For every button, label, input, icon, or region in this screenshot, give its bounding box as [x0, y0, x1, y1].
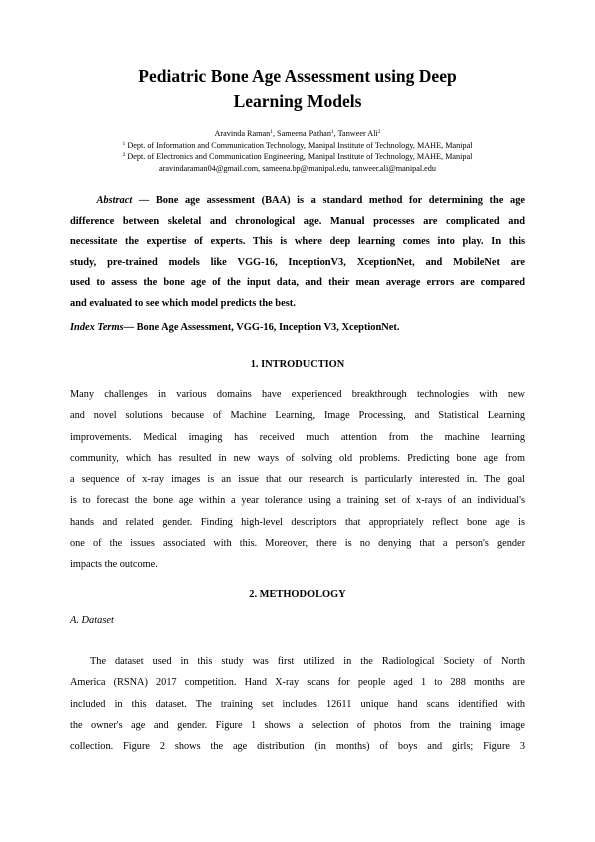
- paragraph-line: Many challenges in various domains have experienced breakthrough technologies with new: [70, 389, 525, 400]
- author-affiliation-mark: 1: [270, 129, 273, 135]
- affiliation-mark: 2: [122, 152, 126, 159]
- section-heading-introduction: 1. INTRODUCTION: [250, 359, 345, 370]
- affiliation-2: [40, 151, 555, 163]
- affiliation-1: [40, 140, 555, 152]
- abstract: [70, 191, 525, 314]
- paragraph-line: hands and related gender. Finding high-level descriptors that appropriately reflect bone age is: [70, 516, 525, 528]
- author-emails: aravindaraman04@gmail.com, sameena.bp@manipal.edu, tanweer.ali@manipal.edu: [158, 163, 436, 173]
- paragraph-line: collection. Figure 2 shows the age distribution (in months) of boys and girls; Figure 3: [70, 741, 525, 753]
- index-terms-dash: —: [123, 322, 137, 333]
- author-name: Aravinda Raman: [214, 129, 271, 138]
- dataset-paragraph: [70, 651, 525, 757]
- introduction-paragraph: [70, 384, 525, 576]
- paragraph-line: improvements. Medical imaging has received much attention from the machine learning: [70, 431, 525, 443]
- author-block: [40, 128, 555, 174]
- author-names: Aravinda Raman$^1$, Sameena Pathan$^1$, Tanweer Ali$^2$: [214, 129, 381, 138]
- affiliation-mark: 1: [122, 140, 126, 147]
- index-terms: [70, 321, 525, 335]
- paragraph-line: impacts the outcome.: [70, 559, 158, 571]
- abstract-line: study, pre-trained models like VGG-16, InceptionV3, XceptionNet, and MobileNet are: [70, 256, 525, 268]
- index-terms-label: Index Terms: [70, 322, 124, 333]
- abstract-text: Bone age assessment (BAA) is a standard method for determining the age: [155, 195, 526, 206]
- paragraph-line: The dataset used in this study was first utilized in the Radiological Society of North: [90, 656, 525, 667]
- section-heading-methodology: 2. METHODOLOGY: [249, 589, 346, 600]
- index-terms-text: Bone Age Assessment, VGG-16, Inception V3, XceptionNet.: [136, 322, 400, 333]
- abstract-dash: —: [132, 195, 156, 206]
- paragraph-line: the owner's age and gender. Figure 1 shows a selection of photos from the training image: [70, 719, 525, 731]
- title-line-1: Pediatric Bone Age Assessment using Deep: [138, 66, 457, 86]
- paragraph-line: included in this dataset. The training set includes 12611 unique hand scans identified with: [70, 698, 525, 710]
- abstract-line: and evaluated to see which model predicts the best.: [70, 297, 296, 309]
- paragraph-line: and novel solutions because of Machine Learning, Image Processing, and Statistical Learning: [70, 410, 525, 422]
- abstract-line: [70, 191, 525, 212]
- abstract-line: difference between skeletal and chronological age. Manual processes are complicated and: [70, 215, 525, 227]
- abstract-line: used to assess the bone age of the input data, and their mean average errors are compared: [70, 277, 525, 288]
- abstract-label: Abstract: [96, 195, 133, 206]
- paragraph-line: one of the issues associated with this. Moreover, there is no denying that a person's gender: [70, 538, 525, 550]
- paragraph-line: is to forecast the bone age within a year tolerance using a training set of x-rays of an individual's: [70, 495, 525, 507]
- paper-title: [60, 64, 535, 114]
- title-line-2: Learning Models: [233, 91, 362, 111]
- author-name: Tanweer Ali: [337, 129, 378, 138]
- affiliation-text: Dept. of Electronics and Communication Engineering, Manipal Institute of Technology, MAHE, Manipal: [127, 152, 473, 162]
- author-name: Sameena Pathan: [277, 129, 331, 138]
- author-affiliation-mark: 1: [330, 129, 334, 135]
- paragraph-line: community, which has resulted in new ways of solving old problems. Predicting bone age from: [70, 452, 525, 464]
- affiliation-text: Dept. of Information and Communication Technology, Manipal Institute of Technology, MAHE, Manipal: [127, 140, 473, 150]
- subsection-heading-dataset: A. Dataset: [70, 615, 114, 626]
- paragraph-line: a sequence of x-ray images is an issue that our research is particularly interested in. The goal: [70, 474, 525, 486]
- paragraph-line: America (RSNA) 2017 competition. Hand X-ray scans for people aged 1 to 288 months are: [70, 677, 525, 689]
- author-affiliation-mark: 2: [377, 129, 381, 135]
- abstract-line: necessitate the expertise of experts. This is where deep learning comes into play. In this: [70, 236, 525, 247]
